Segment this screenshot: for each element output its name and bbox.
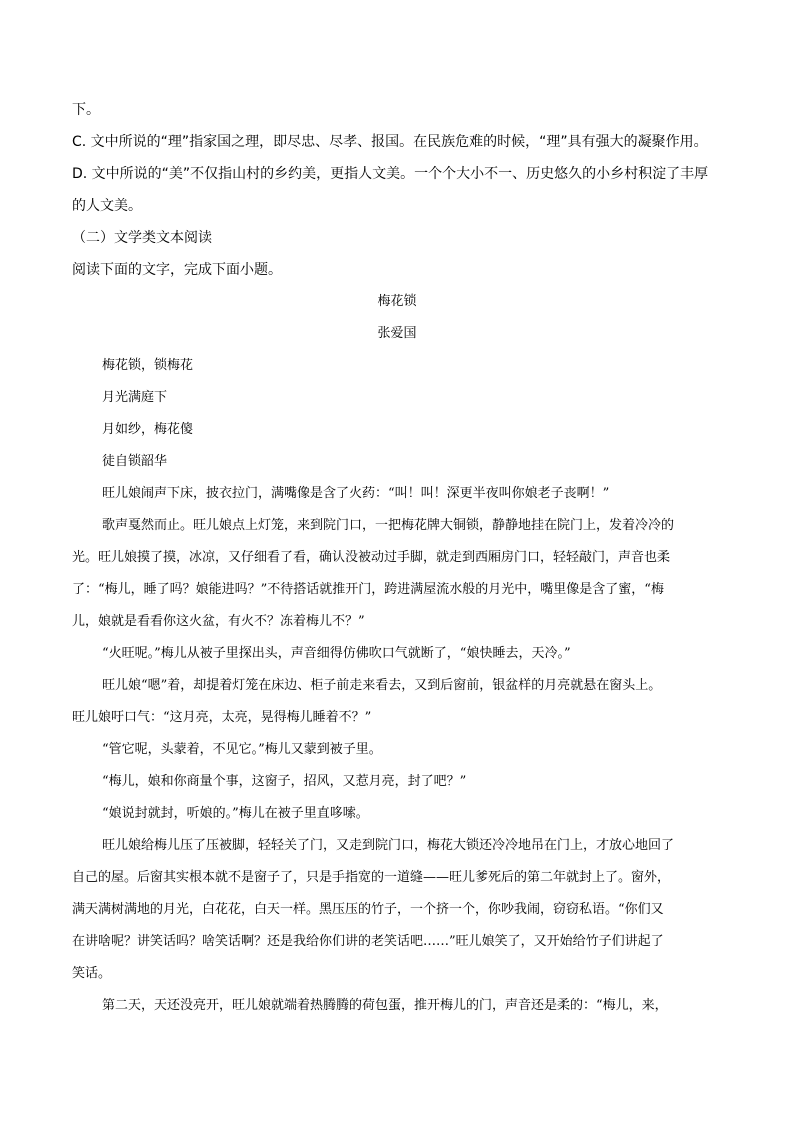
story-line: 儿，娘就是看看你这火盆，有火不？冻着梅儿不？” bbox=[72, 614, 365, 629]
poem-line: 月光满庭下 bbox=[102, 390, 168, 405]
story-line: 光。旺儿娘摸了摸，冰凉，又仔细看了看，确认没被动过手脚，就走到西厢房门口，轻轻敲门，声音也柔 bbox=[72, 550, 671, 565]
story-line: 旺儿娘闹声下床，披衣拉门，满嘴像是含了火药：“叫！叫！深更半夜叫你娘老子丧啊！” bbox=[102, 486, 610, 501]
story-line: 在讲啥呢？讲笑话吗？啥笑话啊？还是我给你们讲的老笑话吧……”旺儿娘笑了，又开始给竹子们讲起了 bbox=[72, 934, 664, 949]
story-line: “火旺呢。”梅儿从被子里探出头，声音细得仿佛吹口气就断了，“娘快睡去，天冷。” bbox=[102, 646, 571, 661]
story-line: “管它呢，头蒙着，不见它。”梅儿又蒙到被子里。 bbox=[102, 742, 382, 757]
story-line: 歌声戛然而止。旺儿娘点上灯笼，来到院门口，一把梅花牌大铜锁，静静地挂在院门上，发着冷冷的 bbox=[102, 518, 675, 533]
story-line: 旺儿娘吁口气：“这月亮，太亮，晃得梅儿睡着不？” bbox=[72, 710, 372, 725]
option-c: C. 文中所说的“理”指家国之理，即尽忠、尽孝、报国。在民族危难的时候，“理”具有强大的凝聚作用。 bbox=[72, 134, 708, 150]
story-line: “娘说封就封，听娘的。”梅儿在被子里直哆嗦。 bbox=[102, 806, 369, 821]
option-d-line2: 的人文美。 bbox=[72, 198, 142, 214]
story-line: “梅儿，娘和你商量个事，这窗子，招风，又惹月亮，封了吧？” bbox=[102, 774, 467, 789]
story-line: 第二天，天还没亮开，旺儿娘就端着热腾腾的荷包蛋，推开梅儿的门，声音还是柔的：“梅儿，来， bbox=[102, 998, 668, 1013]
section-heading: （二）文学类文本阅读 bbox=[72, 230, 212, 246]
story-author: 张爱国 bbox=[377, 326, 417, 341]
section-instruction: 阅读下面的文字，完成下面小题。 bbox=[72, 262, 282, 278]
option-d-line1: D. 文中所说的“美”不仅指山村的乡约美，更指人文美。一个个大小不一、历史悠久的小乡村积淀了丰厚 bbox=[72, 166, 709, 182]
poem-line: 月如纱，梅花傻 bbox=[102, 422, 194, 437]
story-line: 了：“梅儿，睡了吗？娘能进吗？”不待搭话就推开门，跨进满屋流水般的月光中，嘴里像是含了蜜，“梅 bbox=[72, 582, 664, 597]
story-line: 自己的屋。后窗其实根本就不是窗子了，只是手指宽的一道缝——旺儿爹死后的第二年就封上了。窗外， bbox=[72, 870, 671, 885]
story-line: 旺儿娘“嗯”着，却提着灯笼在床边、柜子前走来看去，又到后窗前，银盆样的月亮就悬在窗头上。 bbox=[102, 678, 662, 693]
option-b-tail: 下。 bbox=[72, 102, 100, 118]
poem-line: 徒自锁韶华 bbox=[102, 454, 168, 469]
story-line: 满天满树满地的月光，白花花，白天一样。黑压压的竹子，一个挤一个，你吵我闹，窃窃私语。“你们又 bbox=[72, 902, 664, 917]
story-title: 梅花锁 bbox=[377, 294, 417, 309]
story-line: 笑话。 bbox=[72, 966, 112, 981]
story-line: 旺儿娘给梅儿压了压被脚，轻轻关了门，又走到院门口，梅花大锁还冷冷地吊在门上，才放心地回了 bbox=[102, 838, 675, 853]
poem-line: 梅花锁，锁梅花 bbox=[102, 358, 194, 373]
